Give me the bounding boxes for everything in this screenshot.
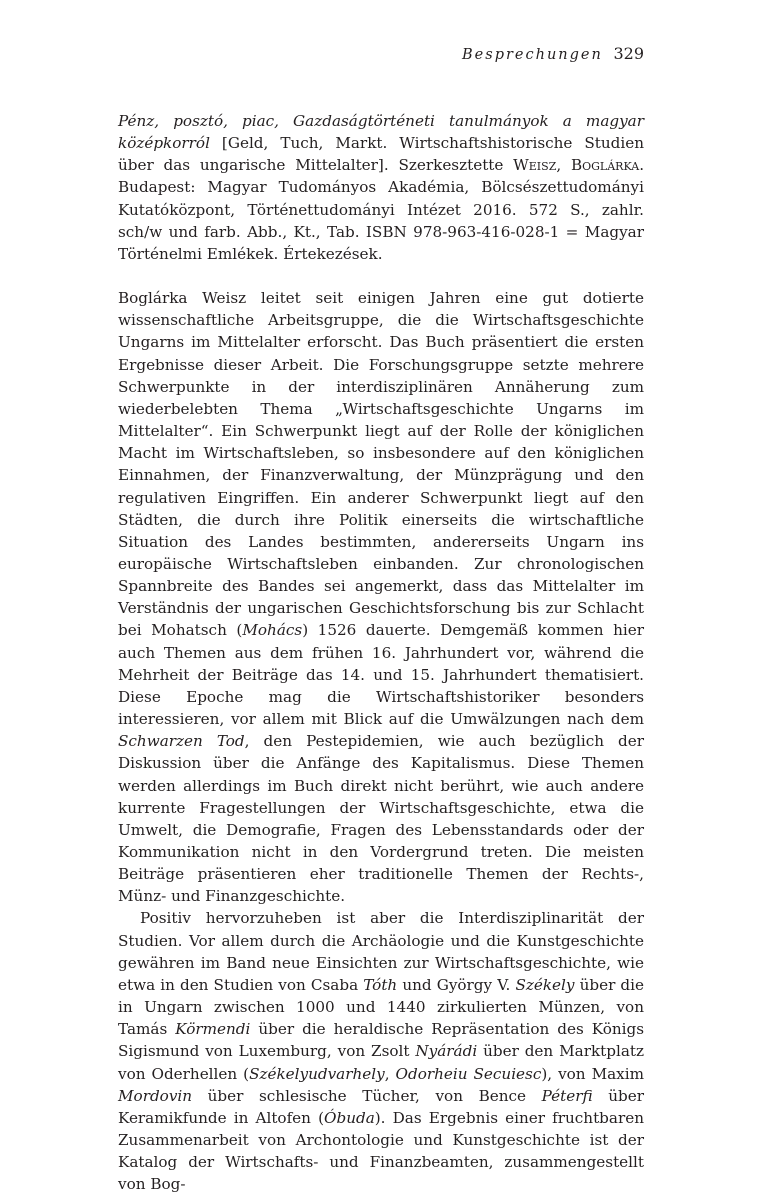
- running-header: [462, 44, 644, 63]
- bibliographic-reference: Pénz, posztó, piac, Gazdaságtörténeti tanulmányok a magyar középkorról [Geld, Tuch, Markt. Wirtschaftshistorische Studien über das ungarische Mittelalter]. Szerkesztette Weisz, Boglárka. Budapest: Magyar Tudományos Akadémia, Bölcsészettudományi Kutatóközpont, Történettudományi Intézet 2016. 572 S., zahlr. sch/w und farb. Abb., Kt., Tab. ISBN 978-963-416-028-1 = Magyar Történelmi Emlékek. Értekezések.: [118, 112, 645, 263]
- editor-given-name: Boglárka: [570, 156, 640, 175]
- book-title: Pénz, posztó, piac, Gazdaságtörténeti tanulmányok a magyar középkorról: [118, 112, 644, 153]
- page-body: [118, 110, 644, 1196]
- page-number: 329: [613, 44, 644, 63]
- publication-details: . Budapest: Magyar Tudományos Akadémia, Bölcsészettudományi Kutatóközpont, Történettudományi Intézet 2016. 572 S., zahlr. sch/w und farb. Abb., Kt., Tab. ISBN 978-963-416-028-1 = Magyar Történelmi Emlékek. Értekezések.: [118, 156, 645, 263]
- running-header-section: Besprechungen: [462, 47, 603, 63]
- review-paragraph-1: Boglárka Weisz leitet seit einigen Jahren eine gut dotierte wissenschaftliche Arbeitsgruppe, die die Wirtschaftsgeschichte Ungarns im Mittelalter erforscht. Das Buch präsentiert die ersten Ergebnisse dieser Arbeit. Die Forschungsgruppe setzte mehrere Schwerpunkte in der interdisziplinären Annäherung zum wiederbelebten Thema „Wirtschaftsgeschichte Ungarns im Mittelalter“. Ein Schwerpunkt liegt auf der Rolle der königlichen Macht im Wirtschaftsleben, so insbesondere auf den königlichen Einnahmen, der Finanzverwaltung, der Münzprägung und den regulativen Eingriffen. Ein anderer Schwerpunkt liegt auf den Städten, die durch ihre Politik einerseits die wirtschaftliche Situation des Landes bestimmten, andererseits Ungarn ins europäische Wirtschaftsleben einbanden. Zur chronologischen Spannbreite des Bandes sei angemerkt, dass das Mittelalter im Verständnis der ungarischen Geschichtsforschung bis zur Schlacht bei Mohatsch (Mohács) 1526 dauerte. Demgemäß kommen hier auch Themen aus dem frühen 16. Jahrhundert vor, während die Mehrheit der Beiträge das 14. und 15. Jahrhundert thematisiert. Diese Epoche mag die Wirtschaftshistoriker besonders interessieren, vor allem mit Blick auf die Umwälzungen nach dem Schwarzen Tod, den Pestepidemien, wie auch bezüglich der Diskussion über die Anfänge des Kapitalismus. Diese Themen werden allerdings im Buch direkt nicht berührt, wie auch andere kurrente Fragestellungen der Wirtschaftsgeschichte, etwa die Umwelt, die Demografie, Fragen des Lebensstandards oder der Kommunikation nicht in den Vordergrund treten. Die meisten Beiträge präsentieren eher traditionelle Themen der Rechts-, Münz- und Finanzgeschichte.: [118, 289, 645, 906]
- review-paragraph-2: Positiv hervorzuheben ist aber die Interdisziplinarität der Studien. Vor allem durch die Archäologie und die Kunstgeschichte gewähren im Band neue Einsichten zur Wirtschaftsgeschichte, wie etwa in den Studien von Csaba Tóth und György V. Székely über die in Ungarn zwischen 1000 und 1440 zirkulierten Münzen, von Tamás Körmendi über die heraldische Repräsentation des Königs Sigismund von Luxemburg, von Zsolt Nyárádi über den Marktplatz von Oderhellen (Székelyudvarhely, Odorheiu Secuiesc), von Maxim Mordovin über schlesische Tücher, von Bence Péterfi über Keramikfunde in Altofen (Óbuda). Das Ergebnis einer fruchtbaren Zusammenarbeit von Archontologie und Kunstgeschichte ist der Katalog der Wirtschafts- und Finanzbeamten, zusammengestellt von Bog-: [118, 909, 645, 1194]
- editor-surname: Weisz: [513, 156, 557, 175]
